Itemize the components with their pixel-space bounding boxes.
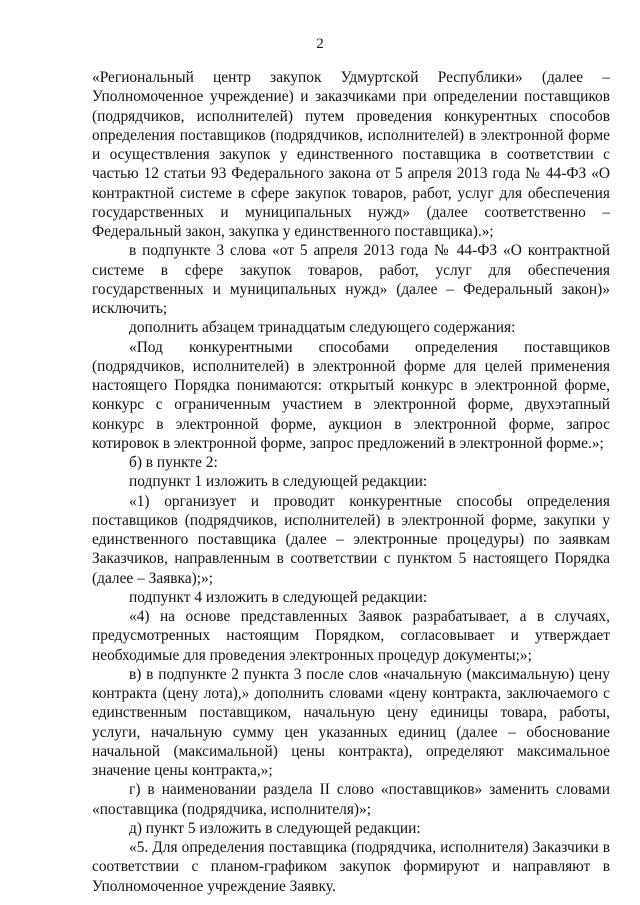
paragraph-item-v: в) в подпункте 2 пункта 3 после слов «начальную (максимальную) цену контракта (цену лота),» дополнить словами «цену контракта, заключаемого с единственным поставщиком, начальную цену единицы товара, работы, услуги, начальную сумму цен указанных единиц (далее – обоснование начальной (максимальной) цены контракта), определяют максимальное значение цены контракта,»; (92, 665, 610, 779)
paragraph-subpoint-4-text: «4) на основе представленных Заявок разрабатывает, а в случаях, предусмотренных настоящим Порядком, согласовывает и утверждает необходимые для проведения электронных процедур документы;»; (92, 608, 610, 664)
page-number: 2 (316, 36, 324, 52)
paragraph-item-g: г) в наименовании раздела II слово «поставщиков» заменить словами «поставщика (подрядчика, исполнителя)»; (92, 781, 610, 818)
paragraph-subpoint-3: в подпункте 3 слова «от 5 апреля 2013 года № 44-ФЗ «О контрактной системе в сфере закупок товаров, работ, услуг для обеспечения государственных и муниципальных нужд» (далее – Федеральный закон)» исключить; (92, 242, 610, 317)
paragraph-add-thirteenth: дополнить абзацем тринадцатым следующего содержания: (129, 319, 516, 337)
paragraph-competitive-methods-definition: «Под конкурентными способами определения поставщиков (подрядчиков, исполнителей) в электронной форме для целей применения настоящего Порядка понимаются: открытый конкурс в электронной форме, конкурс с ограниченным участием в электронной форме, двухэтапный конкурс в электронной форме, аукцион в электронной форме, запрос котировок в электронной форме, запрос предложений в электронной форме.»; (92, 338, 610, 452)
paragraph-1-continuation: «Региональный центр закупок Удмуртской Республики» (далее – Уполномоченное учреждение) и заказчиками при определении поставщиков (подрядчиков, исполнителей) путем проведения конкурентных способов определения поставщиков (подрядчиков, исполнителей) в электронной форме и осуществления закупок у единственного поставщика в соответствии с частью 12 статьи 93 Федерального закона от 5 апреля 2013 года № 44-ФЗ «О контрактной системе в сфере закупок товаров, работ, услуг для обеспечения государственных и муниципальных нужд» (далее соответственно – Федеральный закон, закупка у единственного поставщика).»; (92, 69, 610, 240)
paragraph-subpoint-1-text: «1) организует и проводит конкурентные способы определения поставщиков (подрядчиков, исполнителей) в электронной форме, закупки у единственного поставщика (далее – электронные процедуры) по заявкам Заказчиков, направленным в соответствии с пунктом 5 настоящего Порядка (далее – Заявка);»; (92, 492, 610, 587)
paragraph-point-5-text: «5. Для определения поставщика (подрядчика, исполнителя) Заказчики в соответствии с планом-графиком закупок формируют и направляют в Уполномоченное учреждение Заявку. (92, 839, 610, 895)
paragraph-subpoint-4-intro: подпункт 4 изложить в следующей редакции: (129, 588, 428, 606)
paragraph-item-b: б) в пункте 2: (129, 454, 218, 471)
document-body (92, 68, 610, 896)
paragraph-subpoint-1-intro: подпункт 1 изложить в следующей редакции: (129, 473, 428, 491)
paragraph-item-d: д) пункт 5 изложить в следующей редакции: (129, 819, 421, 837)
